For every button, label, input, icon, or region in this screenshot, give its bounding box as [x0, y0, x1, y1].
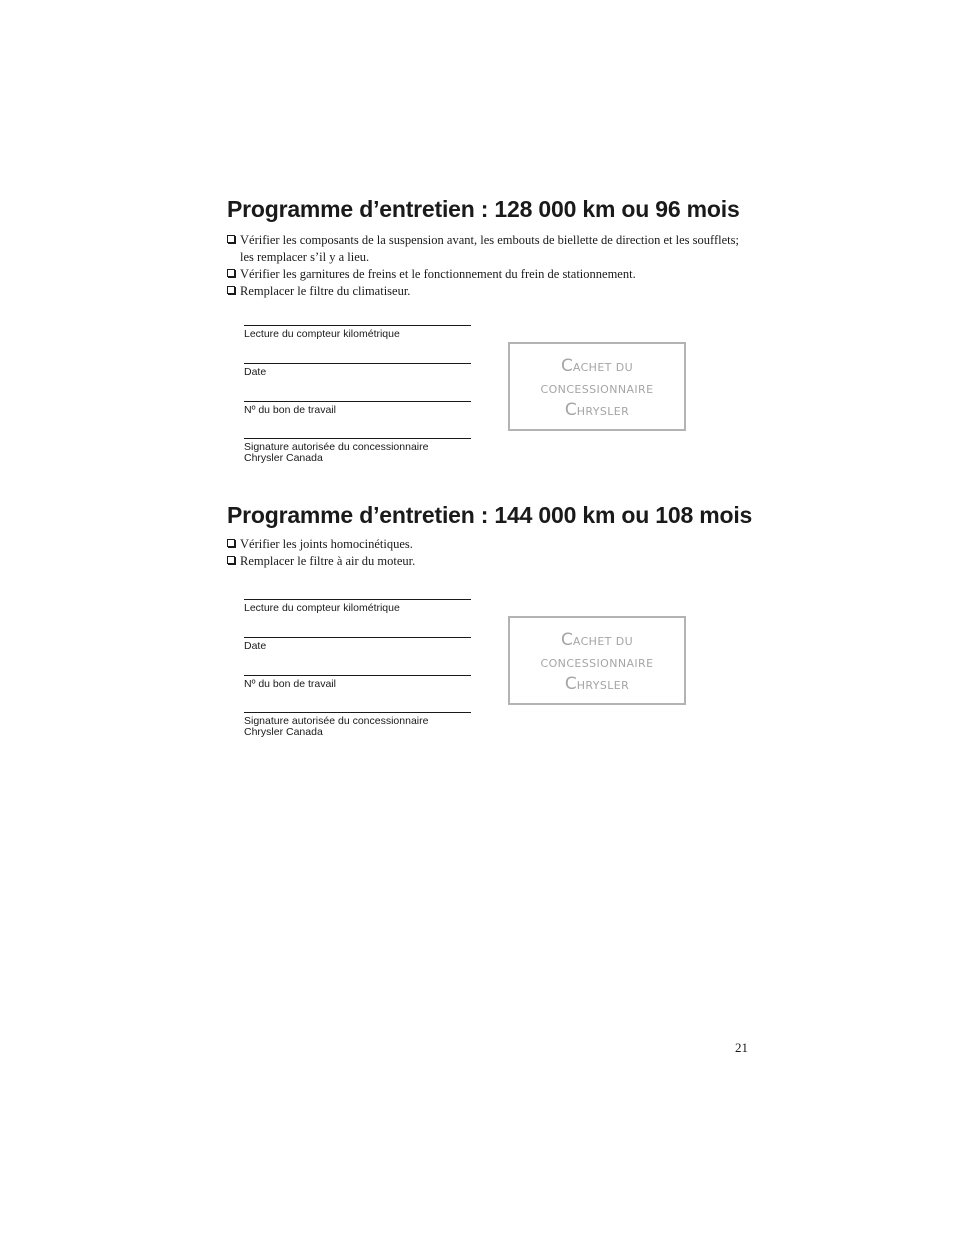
stamp-line-1: CACHET DU: [560, 630, 634, 650]
checklist-item: [227, 283, 747, 300]
dealer-signature-field[interactable]: [244, 712, 471, 738]
section-title: Programme d’entretien : 128 000 km ou 96 mois: [227, 196, 740, 222]
field-label: Date: [244, 640, 267, 652]
date-field[interactable]: [244, 637, 471, 652]
checkbox-icon[interactable]: [227, 539, 235, 547]
checklist-item-text: Remplacer le filtre du climatiseur.: [240, 284, 411, 298]
field-label: Nº du bon de travail: [244, 404, 336, 416]
work-order-field[interactable]: [244, 401, 471, 416]
checkbox-icon[interactable]: [227, 556, 235, 564]
field-label: Lecture du compteur kilométrique: [244, 328, 400, 340]
field-label: Signature autorisée du concessionnaire: [244, 715, 429, 727]
section-title: Programme d’entretien : 144 000 km ou 108 mois: [227, 502, 753, 528]
date-field[interactable]: [244, 363, 471, 378]
stamp-line-1: CACHET DU: [560, 356, 634, 376]
field-label: Signature autorisée du concessionnaire: [244, 441, 429, 453]
checkbox-icon[interactable]: [227, 286, 235, 294]
odometer-field[interactable]: [244, 599, 471, 614]
page-number: 21: [735, 1040, 748, 1055]
checkbox-icon[interactable]: [227, 269, 235, 277]
field-label: Chrysler Canada: [244, 452, 323, 464]
checklist: [227, 232, 747, 300]
checklist-item-text: Vérifier les composants de la suspension avant, les embouts de biellette de direction et les soufflets; les remplacer s’il y a lieu.: [240, 233, 739, 264]
checklist-item-text: Vérifier les garnitures de freins et le fonctionnement du frein de stationnement.: [240, 267, 636, 281]
dealer-signature-field[interactable]: [244, 438, 471, 464]
checklist-item: [227, 536, 747, 553]
field-label: Chrysler Canada: [244, 726, 323, 738]
field-label: Nº du bon de travail: [244, 678, 336, 690]
work-order-field[interactable]: [244, 675, 471, 690]
checklist-item: [227, 232, 747, 266]
stamp-line-2: CONCESSIONNAIRE: [540, 657, 654, 670]
checkbox-icon[interactable]: [227, 235, 235, 243]
stamp-line-2: CONCESSIONNAIRE: [540, 383, 654, 396]
checklist-item-text: Remplacer le filtre à air du moteur.: [240, 554, 416, 568]
field-label: Date: [244, 366, 267, 378]
checklist: [227, 536, 747, 570]
field-label: Lecture du compteur kilométrique: [244, 602, 400, 614]
dealer-stamp-box: [508, 342, 686, 431]
stamp-line-3: CHRYSLER: [564, 400, 630, 420]
stamp-line-3: CHRYSLER: [564, 674, 630, 694]
checklist-item-text: Vérifier les joints homocinétiques.: [240, 537, 413, 551]
odometer-field[interactable]: [244, 325, 471, 340]
dealer-stamp-box: [508, 616, 686, 705]
checklist-item: [227, 266, 747, 283]
checklist-item: [227, 553, 747, 570]
